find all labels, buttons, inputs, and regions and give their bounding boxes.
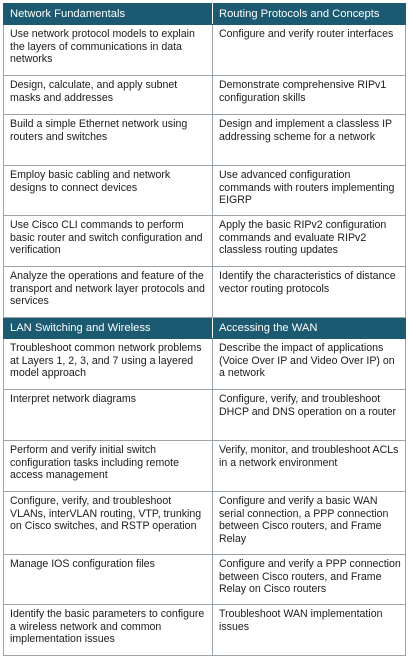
- table-row: [4, 216, 406, 267]
- table-cell: Perform and verify initial switch configuration tasks including remote access management: [4, 441, 213, 492]
- table-cell: Troubleshoot common network problems at Layers 1, 2, 3, and 7 using a layered model approach: [4, 339, 213, 390]
- table-cell: Configure and verify a basic WAN serial connection, a PPP connection between Cisco routers, and Frame Relay: [213, 492, 406, 555]
- section-header-lan-switching: LAN Switching and Wireless: [4, 318, 213, 339]
- table-cell: Troubleshoot WAN implementation issues: [213, 605, 406, 656]
- table-cell: Identify the basic parameters to configure a wireless network and common implementation issues: [4, 605, 213, 656]
- table-cell: Use Cisco CLI commands to perform basic router and switch configuration and verification: [4, 216, 213, 267]
- table-cell: Configure, verify, and troubleshoot VLANs, interVLAN routing, VTP, trunking on Cisco switches, and RSTP operation: [4, 492, 213, 555]
- table-cell: Use network protocol models to explain the layers of communications in data networks: [4, 25, 213, 76]
- table-cell: Build a simple Ethernet network using routers and switches: [4, 115, 213, 166]
- table-cell: Apply the basic RIPv2 configuration commands and evaluate RIPv2 classless routing updates: [213, 216, 406, 267]
- table-cell: Interpret network diagrams: [4, 390, 213, 441]
- section-header-accessing-wan: Accessing the WAN: [213, 318, 406, 339]
- table-row: [4, 492, 406, 555]
- table-row: [4, 339, 406, 390]
- table-row: [4, 115, 406, 166]
- table-row: [4, 555, 406, 605]
- table-cell: Employ basic cabling and network designs to connect devices: [4, 166, 213, 216]
- table-row: [4, 390, 406, 441]
- curriculum-table: [3, 3, 406, 656]
- table-row: [4, 441, 406, 492]
- table-cell: Manage IOS configuration files: [4, 555, 213, 605]
- table-row: [4, 166, 406, 216]
- section-header-network-fundamentals: Network Fundamentals: [4, 4, 213, 25]
- section-header-row: [4, 4, 406, 25]
- table-cell: Configure, verify, and troubleshoot DHCP and DNS operation on a router: [213, 390, 406, 441]
- table-row: [4, 267, 406, 318]
- table-cell: Design and implement a classless IP addressing scheme for a network: [213, 115, 406, 166]
- section-header-row: [4, 318, 406, 339]
- table-cell: Configure and verify router interfaces: [213, 25, 406, 76]
- table-cell: Design, calculate, and apply subnet masks and addresses: [4, 76, 213, 115]
- table-cell: Use advanced configuration commands with routers implementing EIGRP: [213, 166, 406, 216]
- table-cell: Verify, monitor, and troubleshoot ACLs in a network environment: [213, 441, 406, 492]
- table-cell: Describe the impact of applications (Voice Over IP and Video Over IP) on a network: [213, 339, 406, 390]
- table-row: [4, 605, 406, 656]
- table-cell: Configure and verify a PPP connection between Cisco routers, and Frame Relay on Cisco routers: [213, 555, 406, 605]
- table-cell: Analyze the operations and feature of the transport and network layer protocols and services: [4, 267, 213, 318]
- section-header-routing-protocols: Routing Protocols and Concepts: [213, 4, 406, 25]
- table-cell: Identify the characteristics of distance vector routing protocols: [213, 267, 406, 318]
- table-row: [4, 25, 406, 76]
- table-cell: Demonstrate comprehensive RIPv1 configuration skills: [213, 76, 406, 115]
- table-row: [4, 76, 406, 115]
